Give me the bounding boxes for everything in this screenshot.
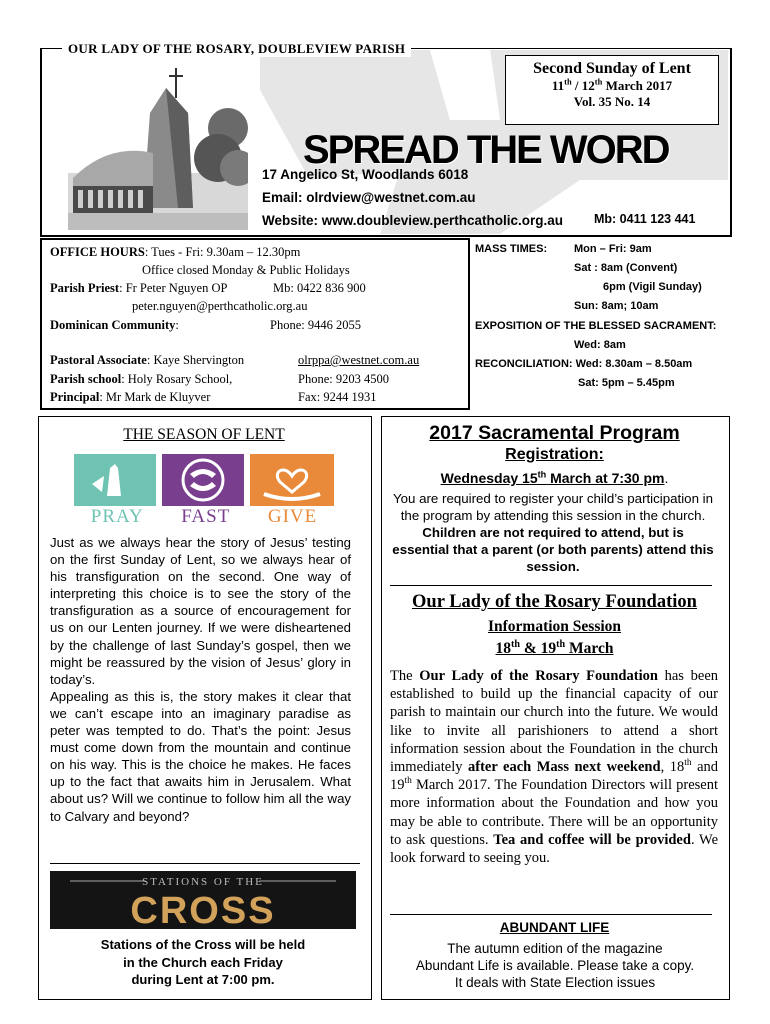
divider	[390, 585, 712, 586]
information-session: Information Session	[487, 618, 622, 635]
stations-line-3: during Lent at 7:00 pm.	[131, 972, 275, 987]
registration-heading: Registration:	[505, 446, 604, 463]
abundant-line-2: Abundant Life is available. Please take a copy.	[415, 958, 695, 973]
header-mobile: Mb: 0411 123 441	[594, 212, 696, 226]
school-phone: Phone: 9203 4500	[298, 372, 389, 386]
mass-weekday: Mon – Fri: 9am	[574, 243, 652, 255]
registration-date: Wednesday 15th March at 7:30 pm.	[440, 469, 669, 486]
abundant-line-3: It deals with State Election issues	[454, 975, 656, 990]
newsletter-title: SPREAD THE WORD	[303, 128, 669, 172]
reflection-paragraph-1: Just as we always hear the story of Jesus’ testing on the first Sunday of Lent, so we always hear of his transfiguration on the second. One way of interpreting this choice is to see the story of the transfiguration as a source of encouragement for us on our Lenten journey. If we were disheartened by the challenge of last Sunday’s gospel, then we might be reassured by the vision of Jesus’ glory in today’s.	[50, 535, 351, 687]
exposition-time: Wed: 8am	[574, 339, 626, 351]
office-hours: OFFICE HOURS: Tues - Fri: 9.30am – 12.30pm	[50, 245, 301, 259]
abundant-life-body	[390, 940, 720, 991]
word-fast: FAST	[181, 506, 231, 527]
volume: Vol. 35 No. 14	[573, 94, 651, 109]
abundant-line-1: The autumn edition of the magazine	[447, 941, 663, 956]
season-title: THE SEASON OF LENT	[123, 426, 285, 443]
school-fax: Fax: 9244 1931	[298, 390, 377, 404]
foundation-dates: 18th & 19th March	[495, 638, 614, 657]
issue-info-box	[505, 55, 719, 125]
fast-panel	[162, 454, 244, 506]
issue-dates: 11th / 12th March 2017	[551, 76, 673, 93]
reflection-paragraph-2: Appealing as this is, the story makes it clear that we can’t escape into an imaginary paradise as peter was tempted to do. That’s the point: Jesus must come down from the mountain and continue on his way. This is the choice he makes. He faces up to the fact that awaits him in Jerusalem. What about us? Will we continue to follow him all the way to Calvary and beyond?	[50, 688, 351, 824]
registration-details: You are required to register your child’s participation in the program by attending this session in the church. Children are not required to attend, but is essential that a parent (or both parents) attend this session.	[392, 491, 714, 574]
mass-saturday: Sat : 8am (Convent)	[574, 262, 678, 274]
word-pray: PRAY	[90, 506, 144, 527]
website[interactable]: Website: www.doubleview.perthcatholic.org.au	[262, 213, 564, 228]
stations-banner	[50, 871, 356, 929]
abundant-life-title: ABUNDANT LIFE	[499, 920, 610, 935]
occasion: Second Sunday of Lent	[533, 60, 691, 77]
divider	[50, 863, 360, 864]
dominican-community: Dominican Community:	[50, 318, 179, 332]
reconciliation-saturday: Sat: 5pm – 5.45pm	[578, 377, 675, 389]
lent-reflection	[50, 534, 351, 825]
parish-school: Parish school: Holy Rosary School,	[50, 372, 233, 386]
mass-sunday: Sun: 8am; 10am	[574, 300, 659, 312]
email[interactable]: Email: olrdview@westnet.com.au	[262, 190, 476, 205]
foundation-body: The Our Lady of the Rosary Foundation has been established to build up the financial capacity of our parish to maintain our church into the future. We would like to invite all parishioners to attend a short information session about the Foundation in the church immediately after each Mass next weekend, 18th and 19th March 2017. The Foundation Directors will present more information about the Foundation and how you may be able to contribute. There will be an opportunity to ask questions. Tea and coffee will be provided. We look forward to seeing you.	[390, 668, 719, 867]
church-photo	[68, 68, 248, 230]
banner-top-text: STATIONS OF THE	[142, 876, 264, 888]
pastoral-associate: Pastoral Associate: Kaye Shervington	[50, 353, 245, 367]
address: 17 Angelico St, Woodlands 6018	[262, 167, 469, 182]
principal: Principal: Mr Mark de Kluyver	[50, 390, 211, 404]
parish-priest: Parish Priest: Fr Peter Nguyen OP	[50, 281, 228, 295]
priest-email[interactable]: peter.nguyen@perthcatholic.org.au	[132, 299, 308, 313]
banner-main-text: CROSS	[130, 890, 276, 929]
foundation-title: Our Lady of the Rosary Foundation	[412, 592, 697, 612]
divider	[390, 914, 712, 915]
parish-name: OUR LADY OF THE ROSARY, DOUBLEVIEW PARISH	[62, 41, 411, 57]
dominican-phone: Phone: 9446 2055	[270, 318, 361, 332]
reconciliation: RECONCILIATION: Wed: 8.30am – 8.50am	[475, 358, 693, 370]
word-give: GIVE	[267, 506, 318, 527]
mass-vigil: 6pm (Vigil Sunday)	[603, 281, 702, 293]
mass-times-label: MASS TIMES:	[475, 243, 548, 255]
lent-words	[72, 506, 336, 528]
sacramental-title: 2017 Sacramental Program	[429, 422, 680, 444]
priest-mobile: Mb: 0422 836 900	[273, 281, 366, 295]
exposition-label: EXPOSITION OF THE BLESSED SACRAMENT:	[475, 320, 717, 332]
stations-line-2: in the Church each Friday	[123, 954, 283, 970]
office-closed: Office closed Monday & Public Holidays	[142, 263, 350, 277]
stations-notice	[50, 936, 356, 989]
stations-line-1: Stations of the Cross will be held	[100, 937, 306, 952]
pastoral-email[interactable]: olrppa@westnet.com.au	[298, 353, 420, 367]
